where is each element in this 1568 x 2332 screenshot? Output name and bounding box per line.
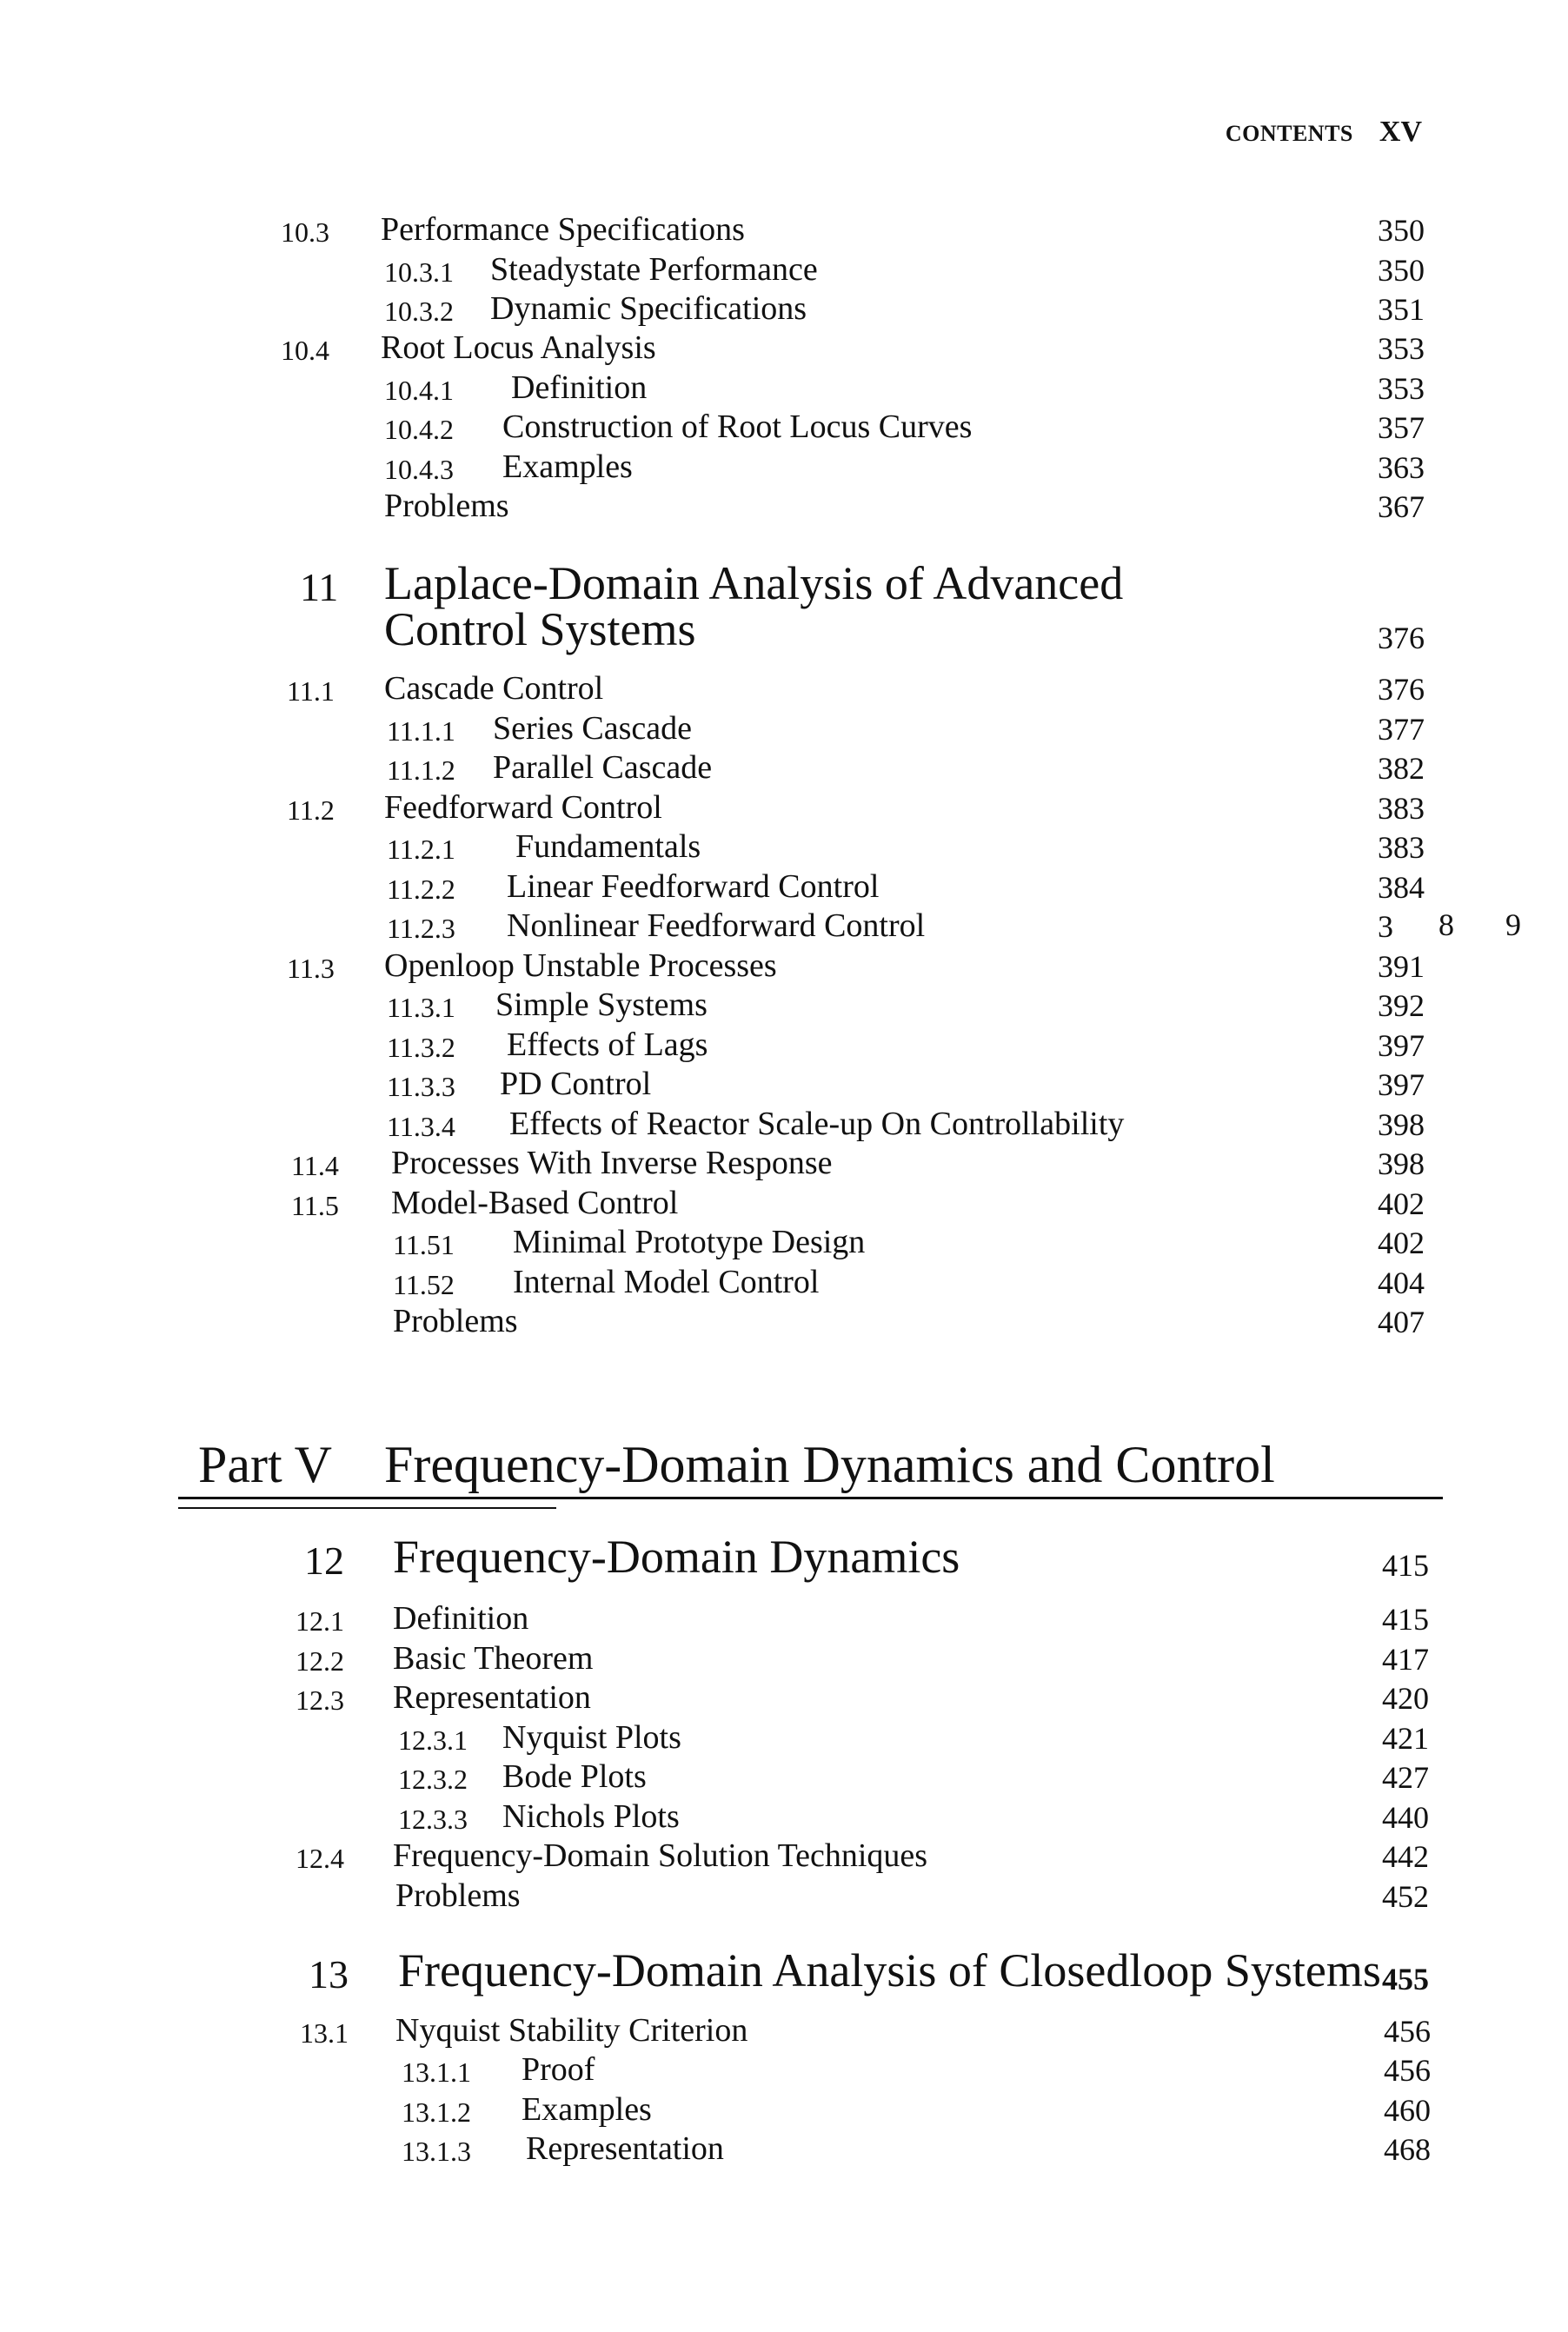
toc-entry-title: Cascade Control xyxy=(384,670,604,707)
toc-entry-page: 392 xyxy=(1378,988,1425,1023)
toc-entry xyxy=(0,2010,1568,2050)
toc-entry-number: 13.1 xyxy=(300,2017,349,2049)
toc-entry-number: 11.5 xyxy=(291,1190,339,1221)
toc-entry xyxy=(0,485,1568,525)
toc-entry-page: 3 xyxy=(1378,909,1393,944)
toc-entry-number: 13.1.1 xyxy=(402,2056,471,2088)
toc-entry-page: 415 xyxy=(1382,1602,1429,1637)
toc-entry xyxy=(0,826,1568,866)
toc-entry-number: 10.3.2 xyxy=(384,296,454,327)
toc-entry-title: Basic Theorem xyxy=(393,1640,594,1677)
toc-entry-title: Feedforward Control xyxy=(384,789,662,826)
toc-entry-number: 11.3.4 xyxy=(387,1111,455,1142)
toc-entry-page: 376 xyxy=(1378,672,1425,707)
toc-entry xyxy=(0,905,1568,945)
toc-entry-title: Minimal Prototype Design xyxy=(513,1224,866,1260)
toc-entry-page: 353 xyxy=(1378,371,1425,406)
toc-entry-title: Proof xyxy=(522,2051,595,2088)
toc-entry xyxy=(0,327,1568,367)
toc-entry xyxy=(0,367,1568,407)
toc-entry-title: Representation xyxy=(393,1679,591,1716)
toc-entry-number: 10.4.2 xyxy=(384,414,454,445)
toc-entry-page: 383 xyxy=(1378,791,1425,826)
toc-entry-number: 11.1.1 xyxy=(387,715,455,747)
toc-entry-title: Linear Feedforward Control xyxy=(507,868,880,905)
part-heading xyxy=(0,1425,1568,1495)
toc-entry xyxy=(0,2049,1568,2089)
toc-entry-title: Nyquist Plots xyxy=(502,1719,681,1756)
toc-entry-title: Steadystate Performance xyxy=(490,251,818,288)
toc-entry-page: 384 xyxy=(1378,870,1425,905)
toc-entry-page: 402 xyxy=(1378,1226,1425,1260)
toc-entry-number: 12.3.2 xyxy=(398,1764,468,1795)
toc-entry-title: Bode Plots xyxy=(502,1758,647,1795)
toc-entry-title: Problems xyxy=(384,488,509,524)
toc-entry-number: 11.2.1 xyxy=(387,834,455,865)
toc-entry-number: 11.52 xyxy=(393,1269,455,1300)
toc-entry xyxy=(0,1875,1568,1915)
part-label: Part V xyxy=(198,1436,332,1493)
toc-entry-page: 382 xyxy=(1378,751,1425,786)
toc-entry-page: 377 xyxy=(1378,712,1425,747)
chapter-page: 376 xyxy=(1378,621,1425,655)
toc-entry-number: 11.2.2 xyxy=(387,874,455,905)
toc-entry-number: 12.1 xyxy=(296,1605,344,1637)
part-title: Frequency-Domain Dynamics and Control xyxy=(384,1436,1275,1493)
chapter-page: 415 xyxy=(1382,1548,1429,1583)
toc-entry-title: Dynamic Specifications xyxy=(490,290,807,327)
toc-entry xyxy=(0,1142,1568,1182)
toc-entry-number: 12.2 xyxy=(296,1645,344,1677)
toc-entry-page: 456 xyxy=(1384,2053,1431,2088)
toc-entry-number: 13.1.2 xyxy=(402,2096,471,2128)
toc-entry-number: 10.4.3 xyxy=(384,454,454,485)
toc-entry-title: Parallel Cascade xyxy=(493,749,713,786)
toc-entry-title: PD Control xyxy=(500,1066,652,1102)
toc-entry xyxy=(0,1598,1568,1638)
toc-entry-title: Construction of Root Locus Curves xyxy=(502,409,973,445)
part-rule-thick xyxy=(178,1497,1443,1499)
toc-entry-number: 11.3.1 xyxy=(387,992,455,1023)
toc-entry-number: 11.51 xyxy=(393,1229,455,1260)
toc-entry-title: Definition xyxy=(393,1600,529,1637)
header-page-number: XV xyxy=(1379,116,1422,148)
toc-entry-title: Nichols Plots xyxy=(502,1798,680,1835)
toc-entry-number: 12.4 xyxy=(296,1843,344,1874)
toc-entry-page: 397 xyxy=(1378,1067,1425,1102)
chapter-title: Laplace-Domain Analysis of Advanced xyxy=(384,557,1124,609)
toc-entry xyxy=(0,2128,1568,2168)
toc-entry-page: 460 xyxy=(1384,2093,1431,2128)
toc-entry-page: 357 xyxy=(1378,410,1425,445)
toc-entry-page: 383 xyxy=(1378,830,1425,865)
chapter-number: 13 xyxy=(309,1952,349,1996)
toc-entry-number: 11.1.2 xyxy=(387,754,455,786)
toc-entry-title: Model-Based Control xyxy=(391,1185,679,1221)
toc-entry xyxy=(0,1300,1568,1340)
toc-entry-number: 12.3.1 xyxy=(398,1724,468,1756)
running-header xyxy=(1226,116,1422,149)
toc-entry xyxy=(0,747,1568,787)
chapter-heading-continued xyxy=(0,602,1568,656)
toc-entry xyxy=(0,1261,1568,1301)
toc-entry-number: 11.2.3 xyxy=(387,913,455,944)
toc-entry xyxy=(0,1677,1568,1717)
toc-entry-title: Problems xyxy=(393,1303,518,1339)
chapter-page: 455 xyxy=(1382,1962,1429,1996)
header-title: CONTENTS xyxy=(1225,121,1353,146)
chapter-title: Frequency-Domain Analysis of Closedloop Systems xyxy=(398,1944,1381,1996)
toc-entry xyxy=(0,2089,1568,2129)
toc-entry xyxy=(0,1717,1568,1757)
toc-entry xyxy=(0,249,1568,289)
toc-entry-number: 11.3.2 xyxy=(387,1032,455,1063)
toc-entry xyxy=(0,1638,1568,1678)
toc-entry-title: Simple Systems xyxy=(495,987,708,1023)
toc-entry-page: 440 xyxy=(1382,1800,1429,1835)
toc-entry xyxy=(0,668,1568,708)
toc-entry-number: 13.1.3 xyxy=(402,2136,471,2167)
toc-entry-title: Nyquist Stability Criterion xyxy=(395,2012,748,2049)
toc-entry-page: 404 xyxy=(1378,1266,1425,1300)
toc-entry-page: 350 xyxy=(1378,213,1425,248)
toc-entry-title: Problems xyxy=(395,1877,521,1914)
stray-digit: 9 xyxy=(1505,907,1521,942)
toc-entry-title: Nonlinear Feedforward Control xyxy=(507,907,926,944)
toc-entry-title: Examples xyxy=(522,2091,652,2128)
chapter-heading xyxy=(0,1531,1568,1584)
toc-entry xyxy=(0,1024,1568,1064)
chapter-title: Control Systems xyxy=(384,603,696,655)
toc-entry xyxy=(0,209,1568,249)
toc-entry-title: Openloop Unstable Processes xyxy=(384,947,777,984)
toc-entry xyxy=(0,1796,1568,1836)
toc-entry-title: Internal Model Control xyxy=(513,1264,820,1300)
toc-entry xyxy=(0,1756,1568,1796)
toc-entry-number: 11.2 xyxy=(287,794,335,826)
toc-entry-number: 11.3.3 xyxy=(387,1071,455,1102)
toc-entry-number: 10.3.1 xyxy=(384,256,454,288)
toc-entry-page: 397 xyxy=(1378,1028,1425,1063)
toc-entry xyxy=(0,1221,1568,1261)
toc-entry-title: Fundamentals xyxy=(515,828,701,865)
part-rule-thin xyxy=(178,1507,556,1509)
toc-entry-title: Frequency-Domain Solution Techniques xyxy=(393,1837,928,1874)
toc-entry-page: 391 xyxy=(1378,949,1425,984)
toc-entry-title: Definition xyxy=(511,369,648,406)
toc-entry-page: 363 xyxy=(1378,450,1425,485)
toc-entry xyxy=(0,1182,1568,1222)
toc-entry-number: 11.3 xyxy=(287,953,335,984)
toc-entry xyxy=(0,866,1568,906)
toc-entry xyxy=(0,406,1568,446)
toc-entry-title: Examples xyxy=(502,448,633,485)
toc-entry xyxy=(0,1103,1568,1143)
toc-entry-page: 427 xyxy=(1382,1760,1429,1795)
toc-entry-number: 10.4 xyxy=(281,335,329,366)
toc-entry xyxy=(0,708,1568,747)
chapter-number: 11 xyxy=(300,565,339,609)
toc-entry-number: 11.1 xyxy=(287,675,335,707)
toc-entry-page: 398 xyxy=(1378,1107,1425,1142)
toc-entry-page: 367 xyxy=(1378,489,1425,524)
toc-entry-page: 452 xyxy=(1382,1879,1429,1914)
toc-entry-page: 442 xyxy=(1382,1839,1429,1874)
toc-entry xyxy=(0,945,1568,985)
toc-entry-page: 456 xyxy=(1384,2014,1431,2049)
toc-entry-title: Series Cascade xyxy=(493,710,692,747)
toc-entry-page: 420 xyxy=(1382,1681,1429,1716)
toc-entry-page: 468 xyxy=(1384,2132,1431,2167)
toc-entry-number: 11.4 xyxy=(291,1150,339,1181)
toc-entry-number: 12.3 xyxy=(296,1684,344,1716)
toc-entry-page: 351 xyxy=(1378,292,1425,327)
toc-entry-page: 402 xyxy=(1378,1186,1425,1221)
toc-entry xyxy=(0,787,1568,827)
toc-entry-title: Performance Specifications xyxy=(381,211,745,248)
chapter-heading xyxy=(0,1945,1568,1997)
toc-entry-number: 12.3.3 xyxy=(398,1804,468,1835)
toc-entry xyxy=(0,288,1568,328)
chapter-title: Frequency-Domain Dynamics xyxy=(393,1531,960,1583)
toc-entry-title: Representation xyxy=(526,2130,724,2167)
toc-entry-page: 417 xyxy=(1382,1642,1429,1677)
chapter-number: 12 xyxy=(304,1538,344,1583)
toc-entry-title: Root Locus Analysis xyxy=(381,329,656,366)
toc-entry-page: 353 xyxy=(1378,331,1425,366)
toc-entry xyxy=(0,1063,1568,1103)
stray-digit: 8 xyxy=(1438,907,1454,942)
toc-entry xyxy=(0,446,1568,486)
toc-entry xyxy=(0,1835,1568,1875)
toc-entry-title: Effects of Lags xyxy=(507,1026,708,1063)
toc-entry-title: Effects of Reactor Scale-up On Controllability xyxy=(509,1106,1125,1142)
toc-entry-page: 398 xyxy=(1378,1146,1425,1181)
toc-entry-page: 350 xyxy=(1378,253,1425,288)
toc-entry-page: 407 xyxy=(1378,1305,1425,1339)
toc-entry-number: 10.3 xyxy=(281,216,329,248)
toc-entry-page: 421 xyxy=(1382,1721,1429,1756)
toc-entry xyxy=(0,984,1568,1024)
toc-entry-title: Processes With Inverse Response xyxy=(391,1145,833,1181)
toc-entry-number: 10.4.1 xyxy=(384,375,454,406)
